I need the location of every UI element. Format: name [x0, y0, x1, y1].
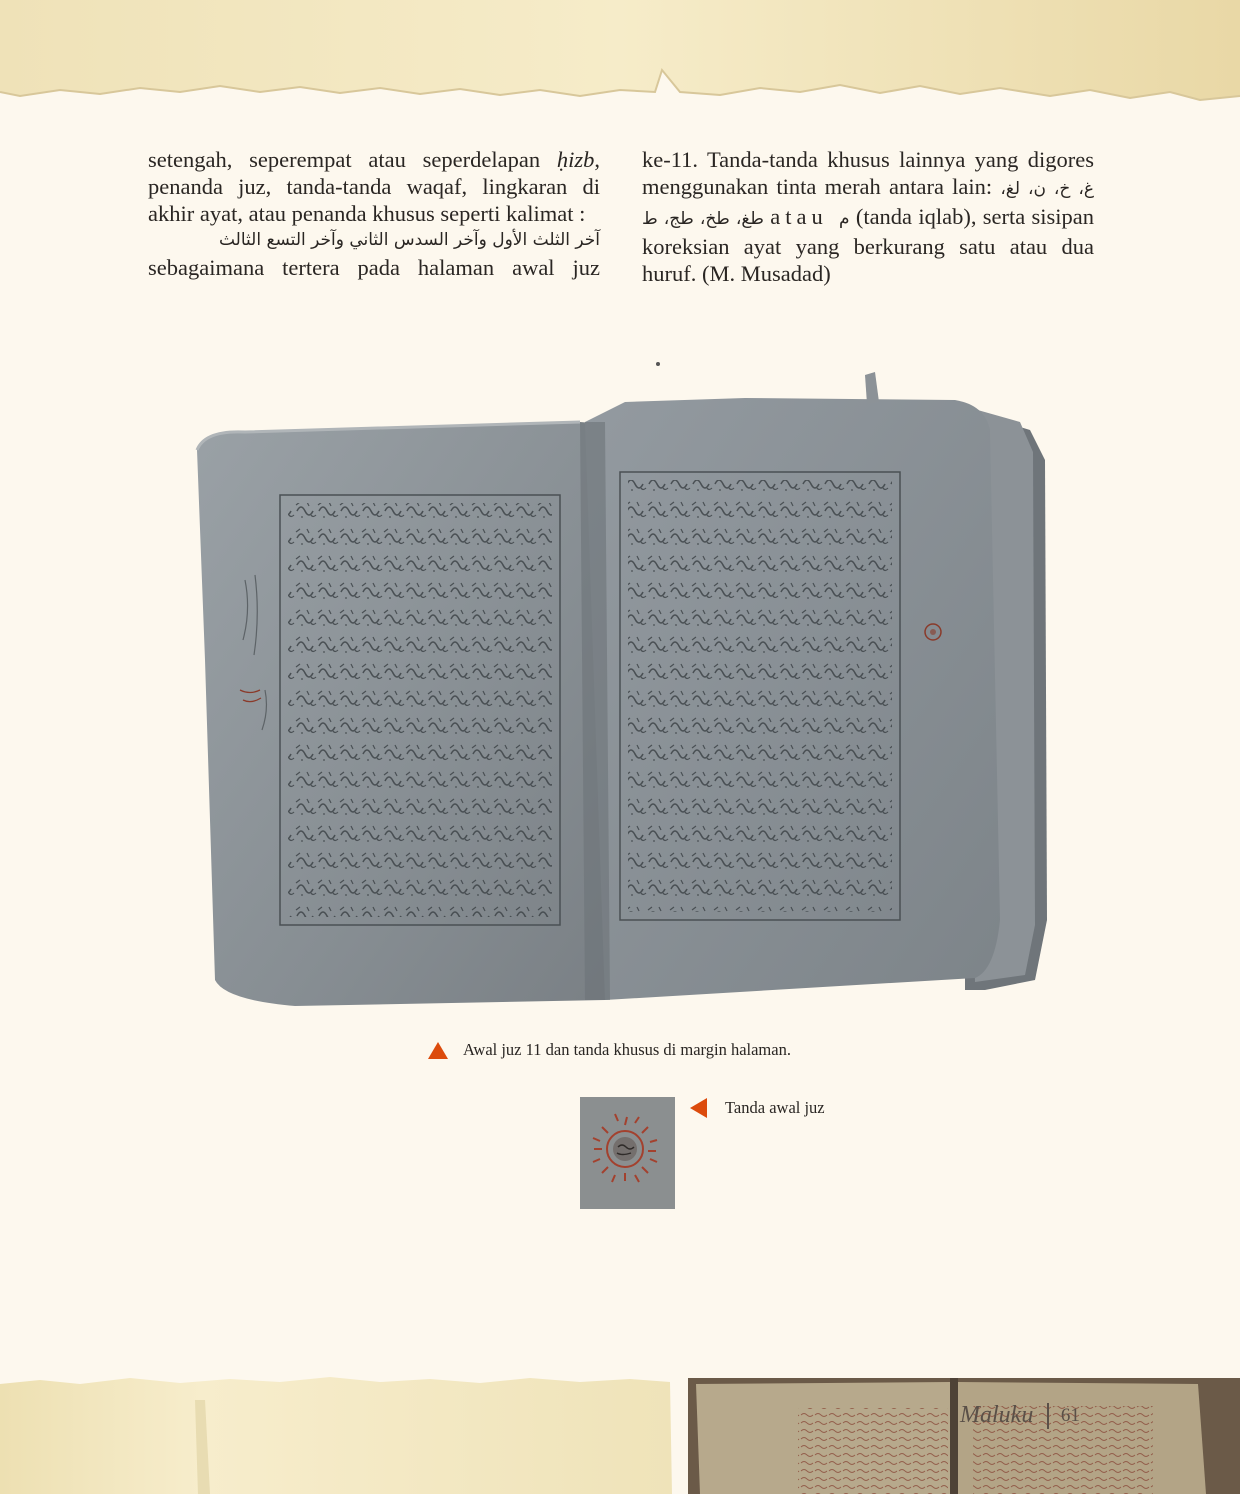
arabic-mim: م — [839, 209, 850, 229]
juz-mark-detail-photo — [580, 1097, 675, 1209]
triangle-up-icon — [428, 1042, 448, 1059]
body-text: sebagaimana tertera pada halaman awal juz — [148, 255, 600, 280]
caption-text: Awal juz 11 dan tanda khusus di margin halaman. — [463, 1040, 791, 1059]
body-text: setengah, seperempat atau seperdelapan — [148, 147, 557, 172]
detail-label-text: Tanda awal juz — [725, 1098, 825, 1117]
body-text: , — [594, 147, 600, 172]
arabic-marks: غ، خ، ن، لغ، طغ، طخ، طج، ط — [642, 179, 1094, 229]
page-footer — [960, 1402, 1080, 1429]
body-text-left-column — [148, 146, 600, 281]
triangle-left-icon — [690, 1098, 707, 1118]
running-title: Maluku — [960, 1402, 1034, 1428]
top-paper-strip — [0, 0, 1240, 110]
body-text: penanda juz, tanda-tanda waqaf, lingkaran di akhir ayat, atau penanda khusus seperti kalimat : — [148, 174, 600, 226]
page-number: 61 — [1060, 1404, 1080, 1426]
body-text: (tanda iqlab), serta sisipan koreksian ayat yang berkurang satu atau dua huruf. (M. Musadad) — [642, 204, 1094, 286]
footer-separator — [1047, 1403, 1049, 1429]
bottom-manuscript-photo — [688, 1378, 1240, 1494]
bottom-paper-strip — [0, 1370, 680, 1494]
italic-term: ḥizb — [556, 147, 595, 172]
detail-label — [690, 1097, 825, 1119]
arabic-quote: آخر الثلث الأول وآخر السدس الثاني وآخر التسع الثالث — [218, 230, 600, 250]
figure-caption — [428, 1038, 791, 1062]
body-text-right-column — [642, 146, 1094, 287]
manuscript-photo — [185, 360, 1060, 1020]
body-text: ke-11. Tanda-tanda khusus lainnya yang digores menggunakan tinta merah antara lain: — [642, 147, 1094, 199]
body-text: atau — [763, 204, 840, 229]
